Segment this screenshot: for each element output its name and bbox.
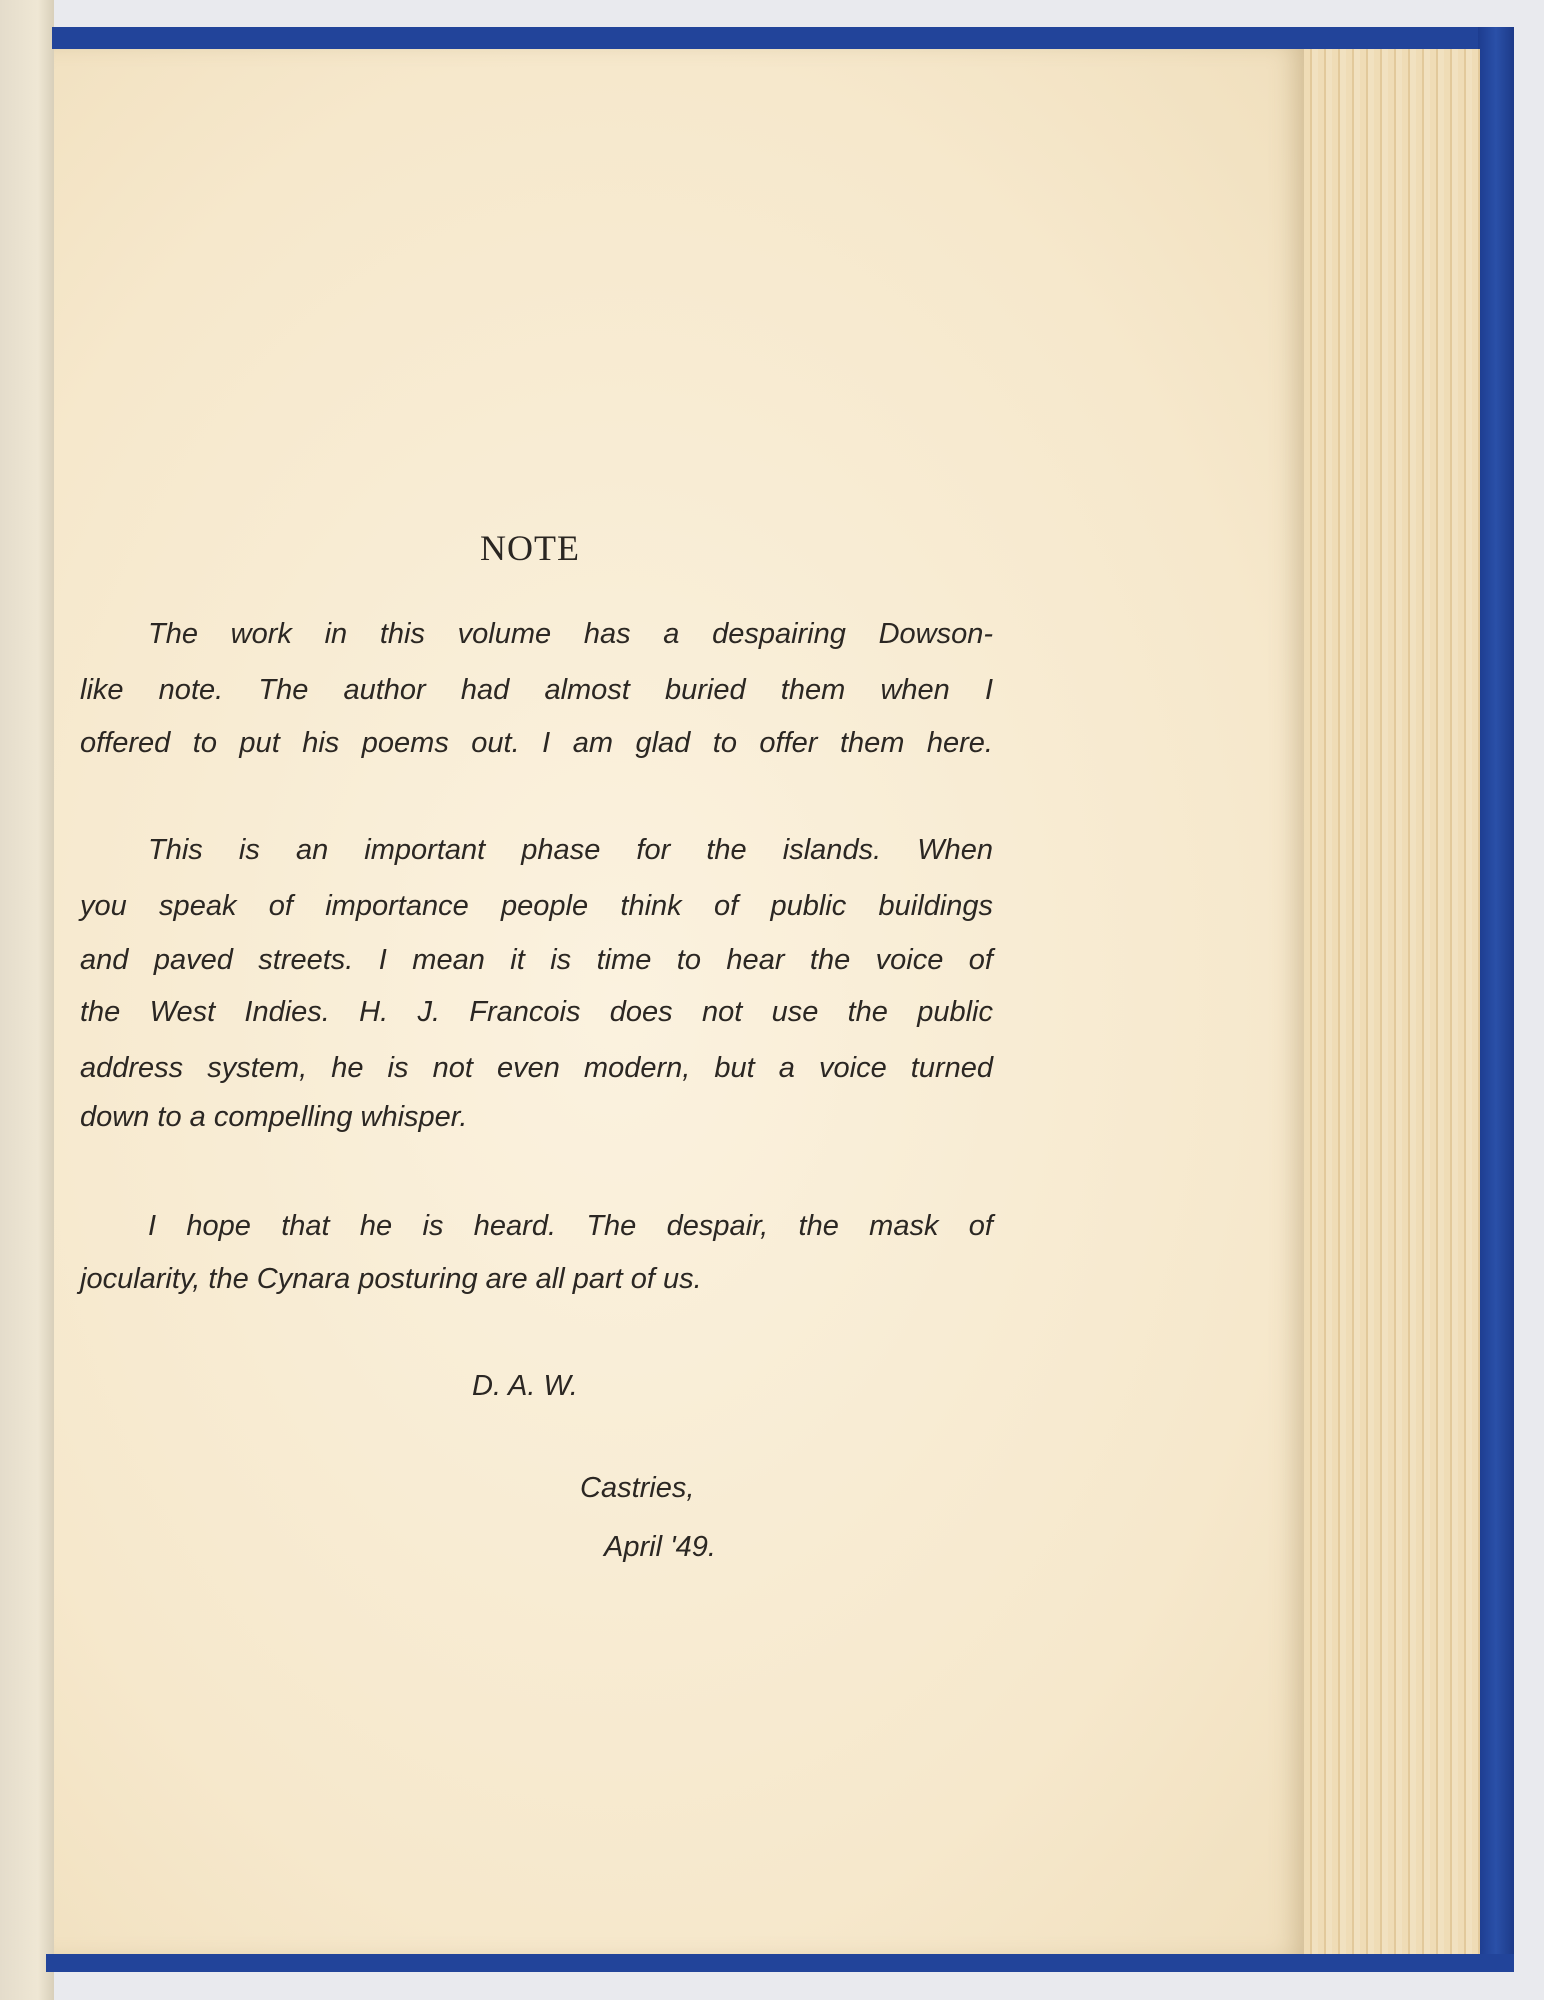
facing-page-edge [0, 0, 54, 2000]
text-line: This is an important phase for the islands. When [148, 834, 993, 866]
signature: D. A. W. [472, 1370, 578, 1402]
text-line: offered to put his poems out. I am glad to offer them here. [80, 727, 993, 759]
text-line: and paved streets. I mean it is time to hear the voice of [80, 944, 993, 976]
text-line: The work in this volume has a despairing Dowson- [148, 618, 993, 650]
text-line: jocularity, the Cynara posturing are all part of us. [80, 1263, 702, 1295]
page-edges [1290, 49, 1480, 1954]
place: Castries, [580, 1472, 695, 1504]
book-cover-bottom [46, 1954, 1514, 1972]
text-line: down to a compelling whisper. [80, 1101, 468, 1133]
text-line: I hope that he is heard. The despair, the mask of [148, 1210, 993, 1242]
text-line: like note. The author had almost buried them when I [80, 674, 993, 706]
date: April '49. [604, 1531, 716, 1563]
book-cover-right [1478, 27, 1514, 1972]
book-cover-top [52, 27, 1514, 49]
text-line: you speak of importance people think of public buildings [80, 890, 993, 922]
text-line: the West Indies. H. J. Francois does not use the public [80, 996, 993, 1028]
note-title: NOTE [480, 528, 580, 568]
text-line: address system, he is not even modern, but a voice turned [80, 1052, 993, 1084]
